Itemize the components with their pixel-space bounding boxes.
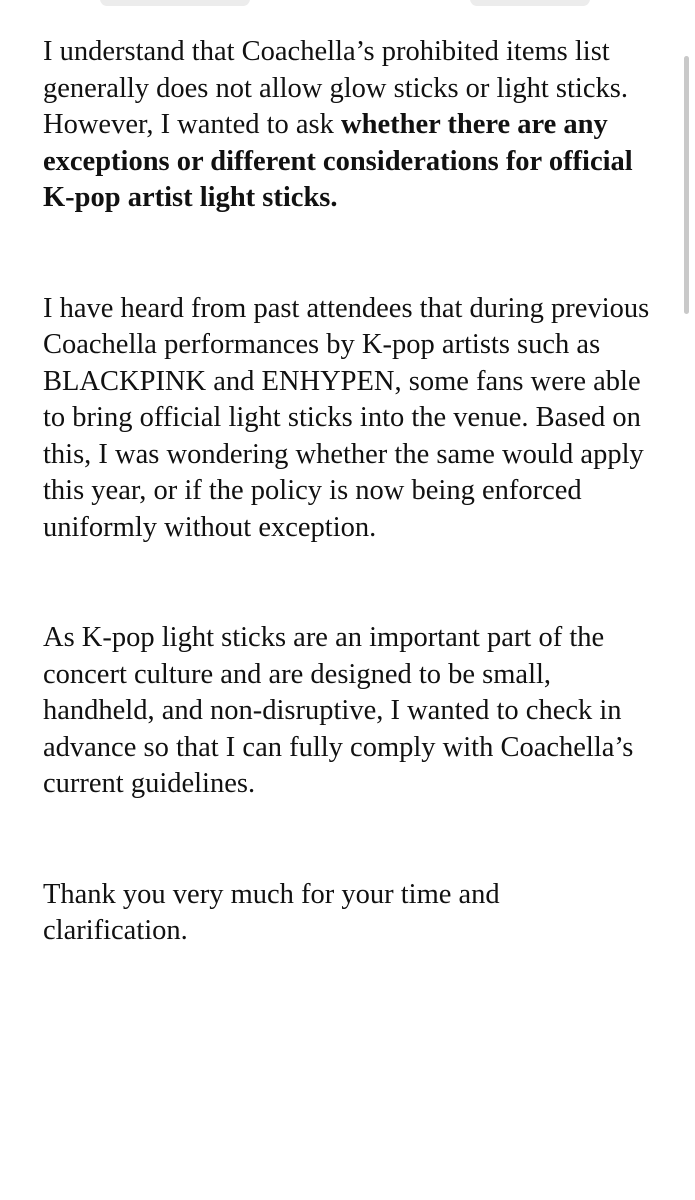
- paragraph-1-text: I understand that Coachella’s prohibited items list generally does not allow glow sticks or light sticks. However, I wanted to ask: [43, 36, 628, 140]
- paragraph-past-attendees: I have heard from past attendees that during previous Coachella performances by K-pop artists such as BLACKPINK and ENHYPEN, some fans were able to bring official light sticks into the venue. Based on this, I was wondering whether the same would apply this year, or if the policy is now being enforced uniformly without exception.: [43, 292, 650, 543]
- vertical-scrollbar[interactable]: [681, 0, 695, 1200]
- scrollbar-thumb[interactable]: [684, 56, 689, 314]
- paragraph-1-bold-question: whether there are any exceptions or different considerations for official K-pop artist light sticks.: [43, 109, 633, 213]
- thank-you-line-2: clarification.: [43, 915, 188, 946]
- paragraph-concert-culture: As K-pop light sticks are an important part of the concert culture and are designed to be small, handheld, and non-disruptive, I wanted to check in advance so that I can fully comply with Coachella’s current guidelines.: [43, 622, 634, 799]
- paragraph-exceptions-question: [43, 34, 668, 217]
- email-body: [43, 34, 668, 950]
- paragraph-thank-you: [43, 877, 668, 950]
- toolbar-button-left[interactable]: [100, 0, 250, 6]
- thank-you-line-1: Thank you very much for your time and: [43, 878, 500, 910]
- toolbar-button-right[interactable]: [470, 0, 590, 6]
- top-toolbar-strip: [0, 0, 695, 10]
